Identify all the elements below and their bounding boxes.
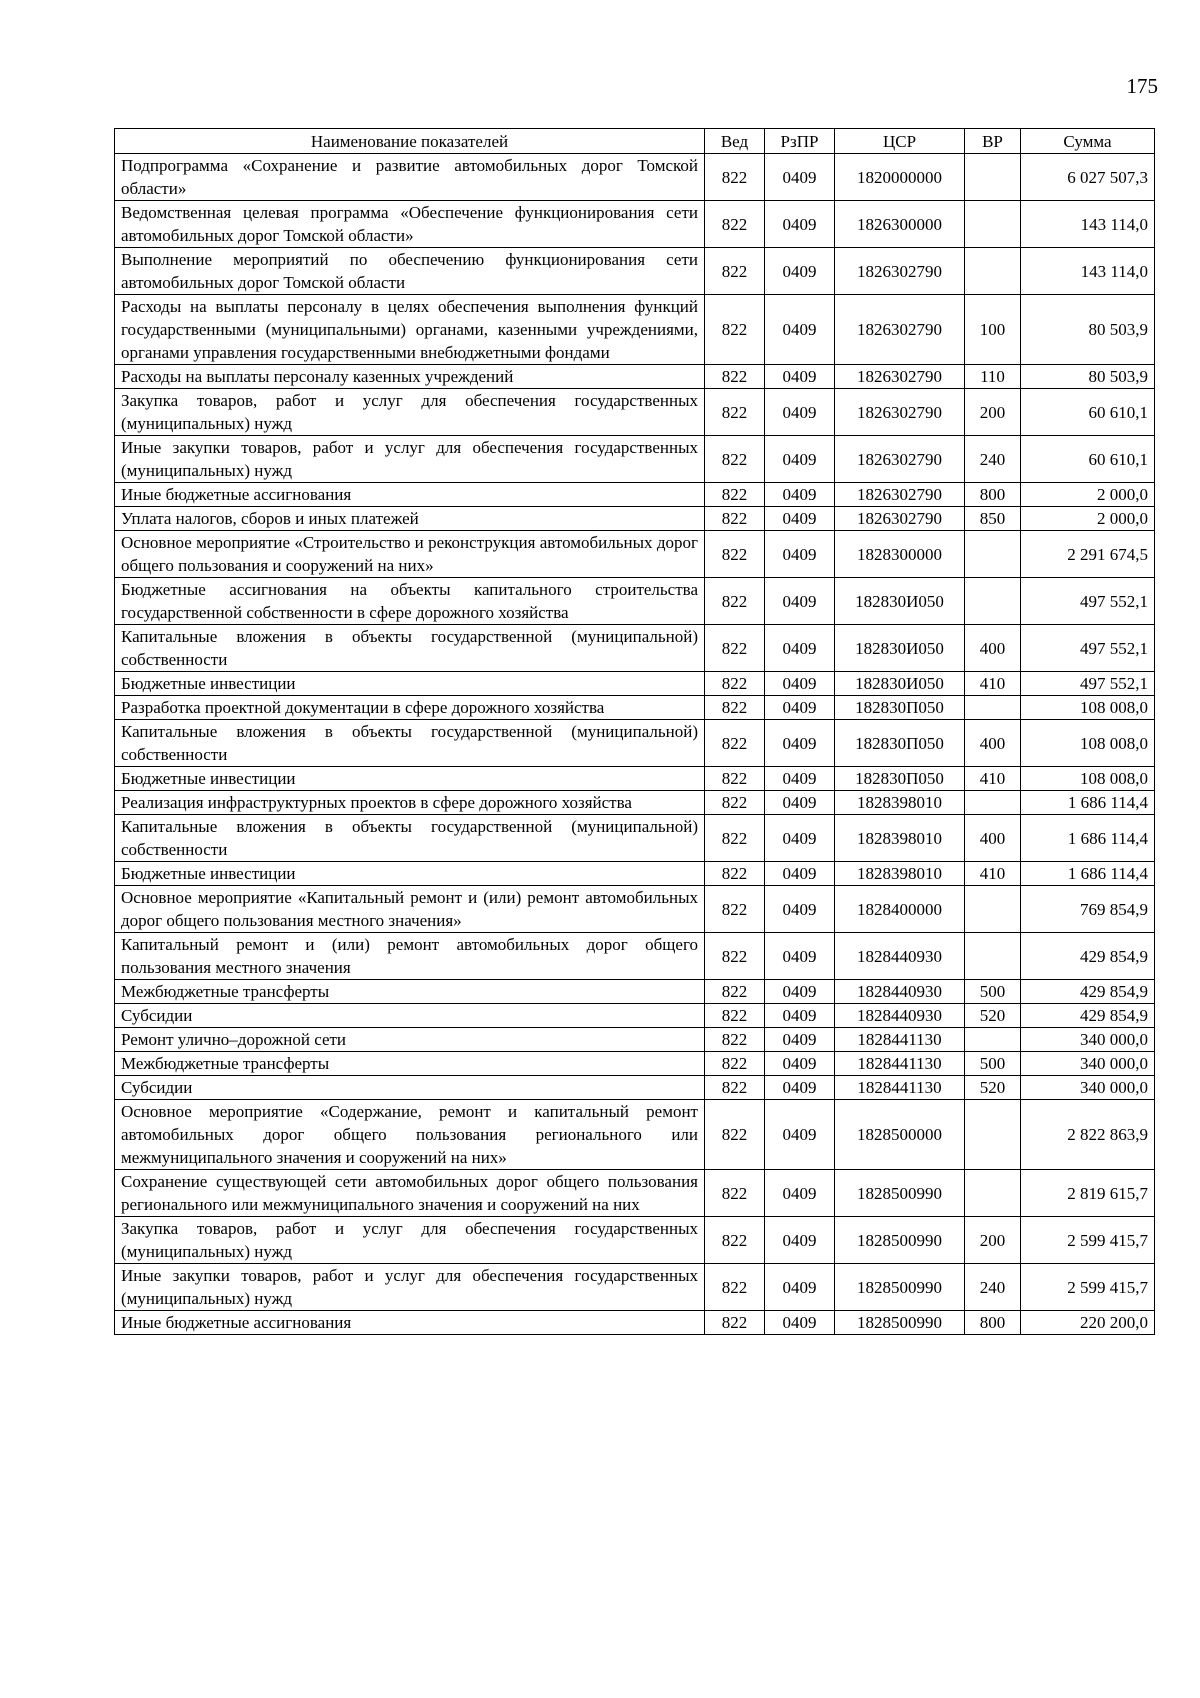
- row-name: Субсидии: [115, 1004, 705, 1028]
- row-ved: 822: [705, 295, 765, 365]
- row-sum: 60 610,1: [1021, 389, 1155, 436]
- row-sum: 108 008,0: [1021, 767, 1155, 791]
- row-ved: 822: [705, 933, 765, 980]
- row-sum: 429 854,9: [1021, 1004, 1155, 1028]
- row-ved: 822: [705, 1028, 765, 1052]
- row-csr: 1828400000: [835, 886, 965, 933]
- row-rzpr: 0409: [765, 365, 835, 389]
- row-ved: 822: [705, 696, 765, 720]
- row-rzpr: 0409: [765, 436, 835, 483]
- row-rzpr: 0409: [765, 483, 835, 507]
- row-vr: 800: [965, 1311, 1021, 1335]
- row-name: Капитальный ремонт и (или) ремонт автомобильных дорог общего пользования местного значения: [115, 933, 705, 980]
- table-row: [115, 672, 1155, 696]
- row-name: Иные закупки товаров, работ и услуг для обеспечения государственных (муниципальных) нужд: [115, 436, 705, 483]
- table-row: [115, 578, 1155, 625]
- row-csr: 1826302790: [835, 483, 965, 507]
- row-rzpr: 0409: [765, 248, 835, 295]
- row-vr: 850: [965, 507, 1021, 531]
- row-csr: 1828500990: [835, 1264, 965, 1311]
- row-sum: 80 503,9: [1021, 295, 1155, 365]
- table-row: [115, 1311, 1155, 1335]
- row-sum: 340 000,0: [1021, 1076, 1155, 1100]
- row-sum: 1 686 114,4: [1021, 815, 1155, 862]
- row-vr: [965, 696, 1021, 720]
- row-name: Капитальные вложения в объекты государственной (муниципальной) собственности: [115, 815, 705, 862]
- row-sum: 2 291 674,5: [1021, 531, 1155, 578]
- row-rzpr: 0409: [765, 862, 835, 886]
- row-name: Субсидии: [115, 1076, 705, 1100]
- row-ved: 822: [705, 531, 765, 578]
- row-rzpr: 0409: [765, 1311, 835, 1335]
- row-vr: [965, 933, 1021, 980]
- row-sum: 6 027 507,3: [1021, 154, 1155, 201]
- row-rzpr: 0409: [765, 389, 835, 436]
- row-rzpr: 0409: [765, 933, 835, 980]
- row-ved: 822: [705, 1264, 765, 1311]
- row-csr: 1828398010: [835, 815, 965, 862]
- row-ved: 822: [705, 436, 765, 483]
- row-vr: 410: [965, 672, 1021, 696]
- row-rzpr: 0409: [765, 578, 835, 625]
- row-csr: 1828441130: [835, 1052, 965, 1076]
- row-sum: 769 854,9: [1021, 886, 1155, 933]
- row-rzpr: 0409: [765, 531, 835, 578]
- row-ved: 822: [705, 672, 765, 696]
- row-csr: 1828500990: [835, 1170, 965, 1217]
- row-csr: 1828300000: [835, 531, 965, 578]
- row-rzpr: 0409: [765, 154, 835, 201]
- row-vr: 500: [965, 1052, 1021, 1076]
- row-sum: 2 822 863,9: [1021, 1100, 1155, 1170]
- row-sum: 220 200,0: [1021, 1311, 1155, 1335]
- row-sum: 143 114,0: [1021, 248, 1155, 295]
- row-csr: 1826302790: [835, 295, 965, 365]
- row-csr: 1828500990: [835, 1217, 965, 1264]
- table-row: [115, 1170, 1155, 1217]
- row-vr: [965, 886, 1021, 933]
- row-vr: 110: [965, 365, 1021, 389]
- row-ved: 822: [705, 389, 765, 436]
- row-rzpr: 0409: [765, 1100, 835, 1170]
- table-row: [115, 1264, 1155, 1311]
- table-row: [115, 295, 1155, 365]
- row-rzpr: 0409: [765, 886, 835, 933]
- row-csr: 182830И050: [835, 578, 965, 625]
- budget-table: [114, 128, 1155, 1335]
- row-csr: 1820000000: [835, 154, 965, 201]
- row-name: Подпрограмма «Сохранение и развитие автомобильных дорог Томской области»: [115, 154, 705, 201]
- row-vr: [965, 1100, 1021, 1170]
- row-vr: [965, 1170, 1021, 1217]
- row-ved: 822: [705, 1311, 765, 1335]
- row-vr: 200: [965, 389, 1021, 436]
- table-row: [115, 933, 1155, 980]
- row-csr: 1826302790: [835, 365, 965, 389]
- row-csr: 1826302790: [835, 389, 965, 436]
- table-row: [115, 365, 1155, 389]
- table-row: [115, 436, 1155, 483]
- table-row: [115, 1100, 1155, 1170]
- row-rzpr: 0409: [765, 672, 835, 696]
- row-csr: 1828500990: [835, 1311, 965, 1335]
- table-header-row: [115, 129, 1155, 154]
- row-ved: 822: [705, 1217, 765, 1264]
- row-sum: 2 819 615,7: [1021, 1170, 1155, 1217]
- row-vr: 520: [965, 1076, 1021, 1100]
- row-name: Бюджетные инвестиции: [115, 767, 705, 791]
- row-sum: 143 114,0: [1021, 201, 1155, 248]
- row-name: Выполнение мероприятий по обеспечению функционирования сети автомобильных дорог Томской области: [115, 248, 705, 295]
- row-csr: 1828441130: [835, 1028, 965, 1052]
- table-row: [115, 767, 1155, 791]
- table-row: [115, 1217, 1155, 1264]
- row-rzpr: 0409: [765, 1170, 835, 1217]
- row-name: Основное мероприятие «Строительство и реконструкция автомобильных дорог общего пользования и сооружений на них»: [115, 531, 705, 578]
- row-rzpr: 0409: [765, 1004, 835, 1028]
- table-row: [115, 1028, 1155, 1052]
- row-ved: 822: [705, 578, 765, 625]
- row-csr: 1826302790: [835, 248, 965, 295]
- row-vr: 410: [965, 862, 1021, 886]
- row-rzpr: 0409: [765, 815, 835, 862]
- header-name: Наименование показателей: [115, 129, 705, 154]
- row-sum: 108 008,0: [1021, 696, 1155, 720]
- row-vr: [965, 201, 1021, 248]
- table-row: [115, 248, 1155, 295]
- row-rzpr: 0409: [765, 980, 835, 1004]
- row-ved: 822: [705, 201, 765, 248]
- row-csr: 182830И050: [835, 625, 965, 672]
- row-csr: 182830П050: [835, 767, 965, 791]
- row-sum: 2 599 415,7: [1021, 1264, 1155, 1311]
- row-vr: [965, 248, 1021, 295]
- row-csr: 182830П050: [835, 696, 965, 720]
- row-rzpr: 0409: [765, 201, 835, 248]
- row-name: Иные бюджетные ассигнования: [115, 483, 705, 507]
- row-name: Уплата налогов, сборов и иных платежей: [115, 507, 705, 531]
- row-csr: 1828398010: [835, 862, 965, 886]
- row-name: Иные закупки товаров, работ и услуг для обеспечения государственных (муниципальных) нужд: [115, 1264, 705, 1311]
- table-row: [115, 815, 1155, 862]
- row-sum: 429 854,9: [1021, 933, 1155, 980]
- row-csr: 1828398010: [835, 791, 965, 815]
- row-ved: 822: [705, 483, 765, 507]
- table-row: [115, 1076, 1155, 1100]
- row-csr: 1828500000: [835, 1100, 965, 1170]
- row-rzpr: 0409: [765, 767, 835, 791]
- page-number: 175: [1126, 74, 1158, 98]
- row-vr: 200: [965, 1217, 1021, 1264]
- row-name: Основное мероприятие «Содержание, ремонт и капитальный ремонт автомобильных дорог общего пользования регионального или межмуниципального значения и сооружений на них»: [115, 1100, 705, 1170]
- row-ved: 822: [705, 1076, 765, 1100]
- row-name: Расходы на выплаты персоналу казенных учреждений: [115, 365, 705, 389]
- row-csr: 1826300000: [835, 201, 965, 248]
- row-name: Иные бюджетные ассигнования: [115, 1311, 705, 1335]
- row-rzpr: 0409: [765, 1052, 835, 1076]
- row-name: Капитальные вложения в объекты государственной (муниципальной) собственности: [115, 720, 705, 767]
- row-csr: 182830П050: [835, 720, 965, 767]
- row-sum: 1 686 114,4: [1021, 791, 1155, 815]
- row-vr: 100: [965, 295, 1021, 365]
- row-sum: 2 599 415,7: [1021, 1217, 1155, 1264]
- row-vr: 400: [965, 720, 1021, 767]
- row-sum: 497 552,1: [1021, 578, 1155, 625]
- row-rzpr: 0409: [765, 625, 835, 672]
- row-rzpr: 0409: [765, 720, 835, 767]
- row-vr: 410: [965, 767, 1021, 791]
- row-ved: 822: [705, 1100, 765, 1170]
- table-row: [115, 1004, 1155, 1028]
- row-rzpr: 0409: [765, 791, 835, 815]
- row-sum: 60 610,1: [1021, 436, 1155, 483]
- row-sum: 2 000,0: [1021, 483, 1155, 507]
- row-sum: 429 854,9: [1021, 980, 1155, 1004]
- row-csr: 1828440930: [835, 980, 965, 1004]
- row-rzpr: 0409: [765, 295, 835, 365]
- row-ved: 822: [705, 862, 765, 886]
- row-rzpr: 0409: [765, 1076, 835, 1100]
- row-csr: 1828440930: [835, 1004, 965, 1028]
- row-sum: 340 000,0: [1021, 1052, 1155, 1076]
- row-csr: 1826302790: [835, 436, 965, 483]
- row-vr: 400: [965, 815, 1021, 862]
- table-row: [115, 389, 1155, 436]
- row-ved: 822: [705, 1004, 765, 1028]
- row-sum: 340 000,0: [1021, 1028, 1155, 1052]
- row-vr: 520: [965, 1004, 1021, 1028]
- row-sum: 497 552,1: [1021, 625, 1155, 672]
- row-name: Бюджетные ассигнования на объекты капитального строительства государственной собственности в сфере дорожного хозяйства: [115, 578, 705, 625]
- row-rzpr: 0409: [765, 507, 835, 531]
- row-name: Разработка проектной документации в сфере дорожного хозяйства: [115, 696, 705, 720]
- row-vr: 400: [965, 625, 1021, 672]
- row-ved: 822: [705, 815, 765, 862]
- table-row: [115, 791, 1155, 815]
- row-vr: 240: [965, 1264, 1021, 1311]
- row-name: Реализация инфраструктурных проектов в сфере дорожного хозяйства: [115, 791, 705, 815]
- row-name: Ведомственная целевая программа «Обеспечение функционирования сети автомобильных дорог Томской области»: [115, 201, 705, 248]
- row-name: Расходы на выплаты персоналу в целях обеспечения выполнения функций государственными (муниципальными) органами, казенными учреждениями, органами управления государственными внебюджетными фондами: [115, 295, 705, 365]
- row-vr: 500: [965, 980, 1021, 1004]
- row-ved: 822: [705, 980, 765, 1004]
- row-name: Бюджетные инвестиции: [115, 672, 705, 696]
- row-csr: 1826302790: [835, 507, 965, 531]
- row-vr: 800: [965, 483, 1021, 507]
- row-vr: 240: [965, 436, 1021, 483]
- row-rzpr: 0409: [765, 1028, 835, 1052]
- table-row: [115, 980, 1155, 1004]
- header-sum: Сумма: [1021, 129, 1155, 154]
- table-row: [115, 862, 1155, 886]
- header-rzpr: РзПР: [765, 129, 835, 154]
- table-row: [115, 720, 1155, 767]
- row-name: Межбюджетные трансферты: [115, 1052, 705, 1076]
- row-name: Ремонт улично–дорожной сети: [115, 1028, 705, 1052]
- row-ved: 822: [705, 507, 765, 531]
- row-ved: 822: [705, 365, 765, 389]
- header-vr: ВР: [965, 129, 1021, 154]
- row-sum: 80 503,9: [1021, 365, 1155, 389]
- table-row: [115, 625, 1155, 672]
- row-rzpr: 0409: [765, 696, 835, 720]
- row-ved: 822: [705, 720, 765, 767]
- header-csr: ЦСР: [835, 129, 965, 154]
- row-ved: 822: [705, 886, 765, 933]
- row-name: Основное мероприятие «Капитальный ремонт и (или) ремонт автомобильных дорог общего пользования местного значения»: [115, 886, 705, 933]
- row-vr: [965, 154, 1021, 201]
- row-csr: 182830И050: [835, 672, 965, 696]
- table-row: [115, 154, 1155, 201]
- row-ved: 822: [705, 791, 765, 815]
- header-ved: Вед: [705, 129, 765, 154]
- row-vr: [965, 531, 1021, 578]
- row-vr: [965, 1028, 1021, 1052]
- table-row: [115, 483, 1155, 507]
- row-sum: 1 686 114,4: [1021, 862, 1155, 886]
- row-sum: 497 552,1: [1021, 672, 1155, 696]
- row-ved: 822: [705, 248, 765, 295]
- row-ved: 822: [705, 154, 765, 201]
- row-ved: 822: [705, 767, 765, 791]
- row-sum: 108 008,0: [1021, 720, 1155, 767]
- row-name: Межбюджетные трансферты: [115, 980, 705, 1004]
- table-row: [115, 507, 1155, 531]
- row-csr: 1828441130: [835, 1076, 965, 1100]
- row-rzpr: 0409: [765, 1217, 835, 1264]
- row-name: Закупка товаров, работ и услуг для обеспечения государственных (муниципальных) нужд: [115, 1217, 705, 1264]
- table-row: [115, 201, 1155, 248]
- table-row: [115, 1052, 1155, 1076]
- row-rzpr: 0409: [765, 1264, 835, 1311]
- table-body: [115, 154, 1155, 1335]
- row-name: Сохранение существующей сети автомобильных дорог общего пользования регионального или межмуниципального значения и сооружений на них: [115, 1170, 705, 1217]
- row-name: Бюджетные инвестиции: [115, 862, 705, 886]
- row-name: Капитальные вложения в объекты государственной (муниципальной) собственности: [115, 625, 705, 672]
- row-vr: [965, 791, 1021, 815]
- row-sum: 2 000,0: [1021, 507, 1155, 531]
- row-csr: 1828440930: [835, 933, 965, 980]
- row-vr: [965, 578, 1021, 625]
- table-row: [115, 696, 1155, 720]
- table-row: [115, 886, 1155, 933]
- row-ved: 822: [705, 1170, 765, 1217]
- table-row: [115, 531, 1155, 578]
- row-name: Закупка товаров, работ и услуг для обеспечения государственных (муниципальных) нужд: [115, 389, 705, 436]
- row-ved: 822: [705, 1052, 765, 1076]
- row-ved: 822: [705, 625, 765, 672]
